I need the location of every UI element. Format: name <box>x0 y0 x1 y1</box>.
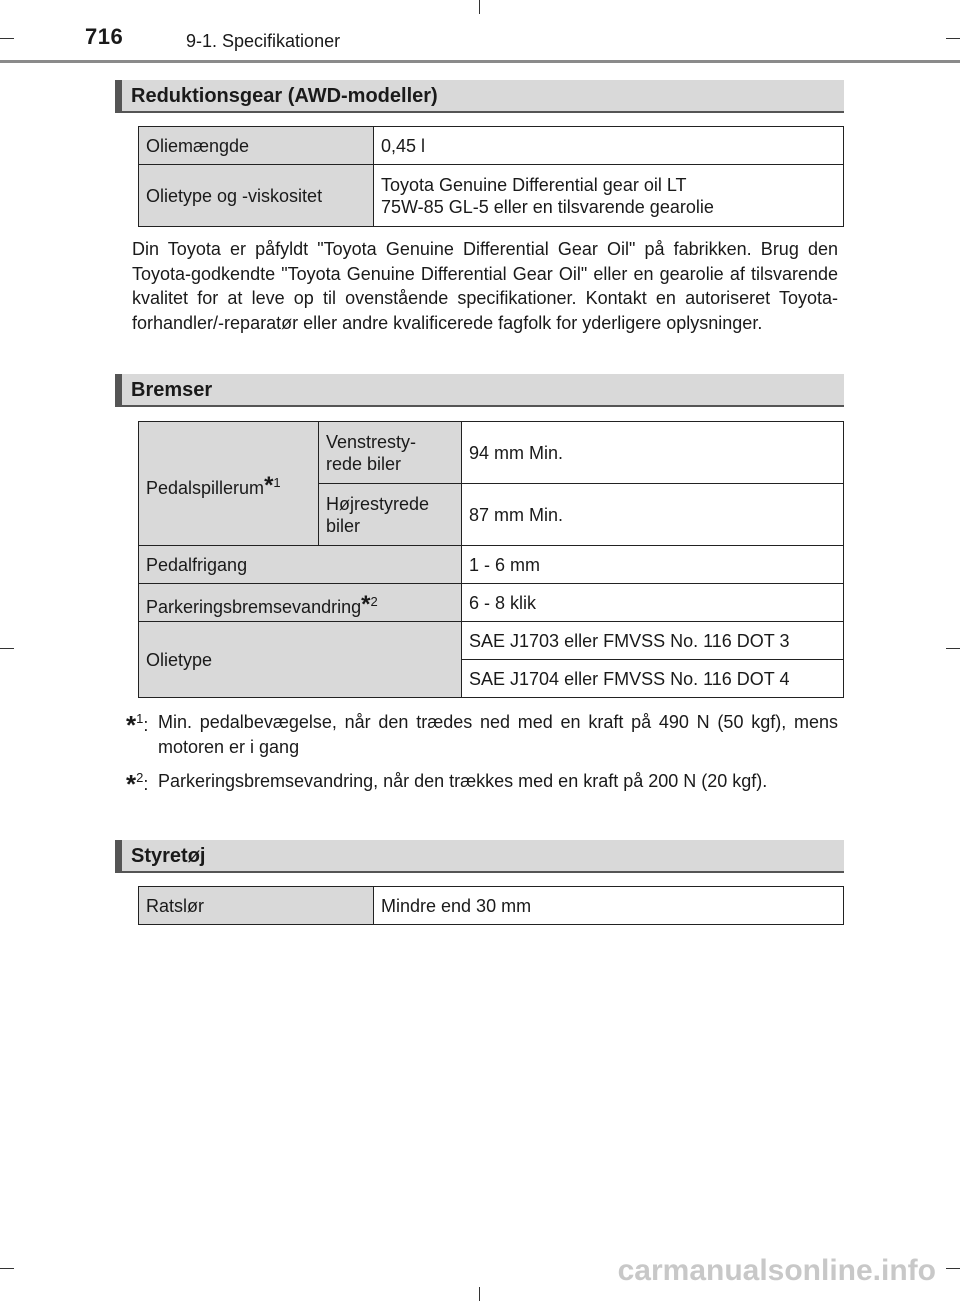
spec-value: SAE J1704 eller FMVSS No. 116 DOT 4 <box>462 660 844 698</box>
table-row <box>139 165 844 227</box>
crop-mark <box>946 38 960 39</box>
section-title: Styretøj <box>131 845 206 867</box>
heading-bar <box>115 840 122 871</box>
table-row <box>139 622 844 660</box>
table-row <box>139 887 844 925</box>
styretoej-table <box>138 886 844 925</box>
spec-value <box>374 165 844 227</box>
footnote-marker <box>126 769 148 798</box>
table-row <box>139 546 844 584</box>
spec-value-line: Toyota Genuine Differential gear oil LT <box>381 174 687 195</box>
spec-value-line: 75W-85 GL-5 eller en tilsvarende gearolie <box>381 196 714 217</box>
table-row <box>139 127 844 165</box>
gear-oil-note: Din Toyota er påfyldt "Toyota Genuine Differential Gear Oil" på fabrikken. Brug den Toyota-godkendte "Toyota Genuine Differential Gear Oil" eller en gearolie af tilsvarende kvalitet for at leve op til ovenstående specifikationer. Kontakt en autoriseret Toyota-forhandler/-reparatør eller andre kvalificerede fagfolk for yderligere oplysninger. <box>132 239 838 333</box>
footnote-number: 2 <box>370 593 378 609</box>
spec-label: Ratslør <box>139 887 374 925</box>
section-title: Bremser <box>131 379 213 401</box>
table-row <box>139 422 844 484</box>
table-row <box>139 584 844 622</box>
spec-sublabel <box>319 484 462 546</box>
spec-value: 0,45 l <box>374 127 844 165</box>
crop-mark <box>946 648 960 649</box>
footnote-text: Parkeringsbremsevandring, når den trækkes med en kraft på 200 N (20 kgf). <box>158 771 768 791</box>
spec-label: Oliemængde <box>139 127 374 165</box>
header-divider <box>0 60 960 63</box>
spec-label <box>139 584 462 622</box>
section-heading-bremser <box>115 374 844 407</box>
sublabel-line: rede biler <box>326 453 402 474</box>
sublabel-line: Højrestyrede <box>326 493 430 514</box>
footnote-number: 1 <box>273 474 281 490</box>
spec-label: Olietype <box>139 622 462 698</box>
bremser-table <box>138 421 844 698</box>
sublabel-line: Venstresty- <box>326 431 417 452</box>
footnote-marker <box>126 710 148 739</box>
crop-mark <box>0 648 14 649</box>
footnote-star: * <box>126 710 137 740</box>
section-title: Reduktionsgear (AWD-modeller) <box>131 85 438 107</box>
section-heading-reduktionsgear <box>115 80 844 113</box>
crop-mark <box>946 1268 960 1269</box>
spec-value: 6 - 8 klik <box>462 584 844 622</box>
pedalspillerum-label: Pedalspillerum <box>146 477 265 498</box>
sublabel-line: biler <box>326 515 361 536</box>
footnote-colon: : <box>143 774 149 794</box>
parkering-label: Parkeringsbremsevandring <box>146 596 362 617</box>
spec-value: 1 - 6 mm <box>462 546 844 584</box>
heading-bar <box>115 80 122 111</box>
spec-value: SAE J1703 eller FMVSS No. 116 DOT 3 <box>462 622 844 660</box>
watermark: carmanualsonline.info <box>617 1254 936 1287</box>
spec-value: Mindre end 30 mm <box>374 887 844 925</box>
footnote-text: Min. pedalbevægelse, når den trædes ned med en kraft på 490 N (50 kgf), mens motoren er i gang <box>158 712 838 757</box>
crop-mark <box>0 38 14 39</box>
spec-label: Pedalfrigang <box>139 546 462 584</box>
section-heading-styretoej <box>115 840 844 873</box>
reduktionsgear-table <box>138 126 844 227</box>
crop-mark <box>0 1268 14 1269</box>
spec-value: 94 mm Min. <box>462 422 844 484</box>
spec-label <box>139 422 319 546</box>
spec-value: 87 mm Min. <box>462 484 844 546</box>
footnote-mark: * <box>264 471 274 499</box>
heading-bar <box>115 374 122 405</box>
crop-mark <box>479 1287 480 1301</box>
footnote-star: * <box>126 769 137 799</box>
crop-mark <box>479 0 480 14</box>
page-number: 716 <box>85 24 124 49</box>
footnote-colon: : <box>143 715 149 735</box>
footnote-mark: * <box>361 590 371 618</box>
spec-sublabel <box>319 422 462 484</box>
footnote-num: 1 <box>136 711 144 726</box>
footnote-2 <box>126 769 838 799</box>
spec-label: Olietype og -viskositet <box>139 165 374 227</box>
footnote-1 <box>126 710 838 760</box>
footnote-num: 2 <box>136 770 144 785</box>
section-label: 9-1. Specifikationer <box>186 31 341 51</box>
